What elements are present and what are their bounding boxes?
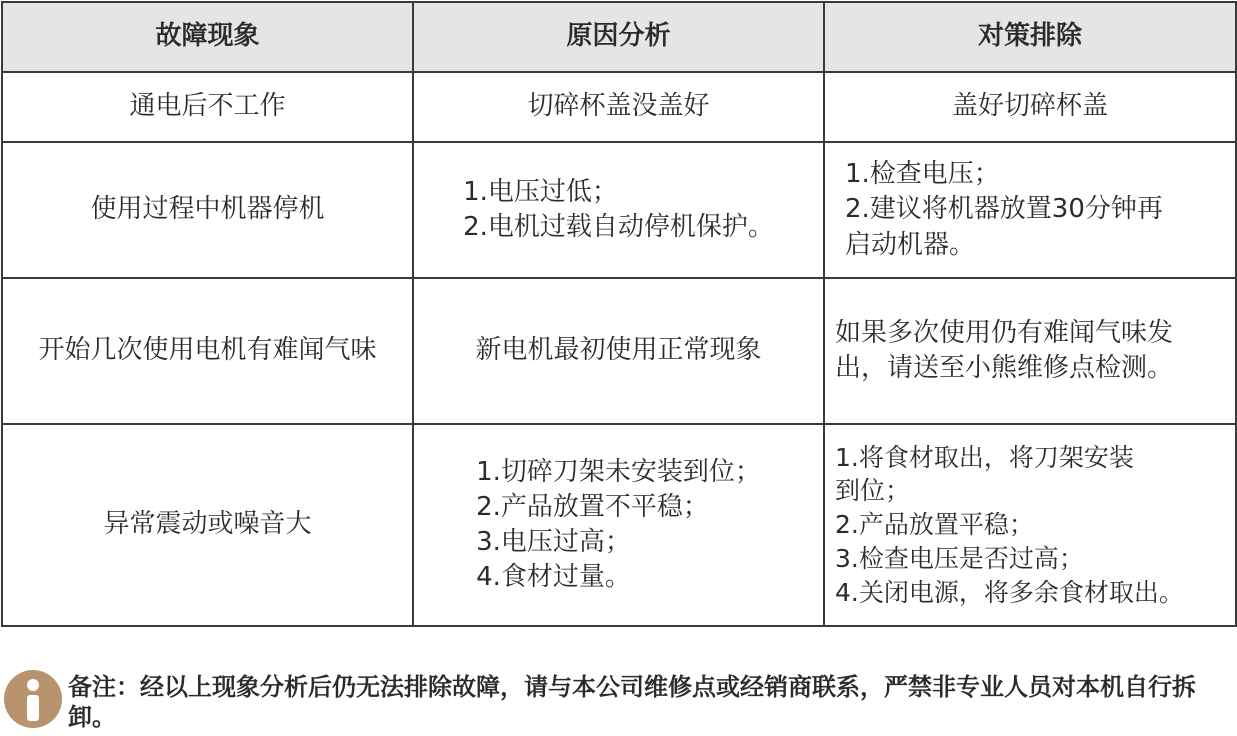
symptom-cell: 使用过程中机器停机 <box>2 142 413 278</box>
table-row <box>2 424 1236 626</box>
solution-cell <box>824 278 1236 424</box>
solution-cell <box>824 424 1236 626</box>
info-icon <box>4 670 62 728</box>
header-cause: 原因分析 <box>413 2 824 72</box>
table-header-row <box>2 2 1236 72</box>
cause-cell: 切碎杯盖没盖好 <box>413 72 824 142</box>
solution-line: 1.将食材取出，将刀架安装 <box>835 442 1134 472</box>
troubleshooting-table <box>1 1 1237 627</box>
header-solution: 对策排除 <box>824 2 1236 72</box>
symptom-cell: 通电后不工作 <box>2 72 413 142</box>
symptom-cell: 异常震动或噪音大 <box>2 424 413 626</box>
cause-cell: 新电机最初使用正常现象 <box>413 278 824 424</box>
solution-line: 出，请送至小熊维修点检测。 <box>835 353 1174 383</box>
table-row <box>2 278 1236 424</box>
table-row <box>2 142 1236 278</box>
solution-line: 启动机器。 <box>845 229 976 260</box>
cause-line: 3.电压过高； <box>476 527 631 557</box>
symptom-cell: 开始几次使用电机有难闻气味 <box>2 278 413 424</box>
note-text: 备注：经以上现象分析后仍无法排除故障，请与本公司维修点或经销商联系，严禁非专业人员对本机自行拆卸。 <box>68 673 1196 731</box>
solution-line: 2.产品放置平稳； <box>835 510 1034 540</box>
solution-line: 4.关闭电源，将多余食材取出。 <box>835 577 1184 607</box>
cause-line: 1.切碎刀架未安装到位； <box>476 456 761 487</box>
cause-cell <box>413 424 824 626</box>
solution-cell <box>824 142 1236 278</box>
solution-line: 1.检查电压； <box>845 159 1000 190</box>
cause-line: 2.产品放置不平稳； <box>476 491 709 522</box>
table-row <box>2 72 1236 142</box>
solution-line: 到位； <box>835 476 911 506</box>
solution-line: 2.建议将机器放置30分钟再 <box>845 194 1163 225</box>
solution-cell: 盖好切碎杯盖 <box>824 72 1236 142</box>
header-symptom: 故障现象 <box>2 2 413 72</box>
solution-line: 3.检查电压是否过高； <box>835 543 1084 573</box>
solution-line: 如果多次使用仍有难闻气味发 <box>835 317 1174 348</box>
note-section <box>2 670 1232 736</box>
cause-line: 2.电机过载自动停机保护。 <box>463 212 774 242</box>
cause-line: 1.电压过低； <box>463 176 618 207</box>
cause-cell <box>413 142 824 278</box>
cause-line: 4.食材过量。 <box>476 562 631 593</box>
